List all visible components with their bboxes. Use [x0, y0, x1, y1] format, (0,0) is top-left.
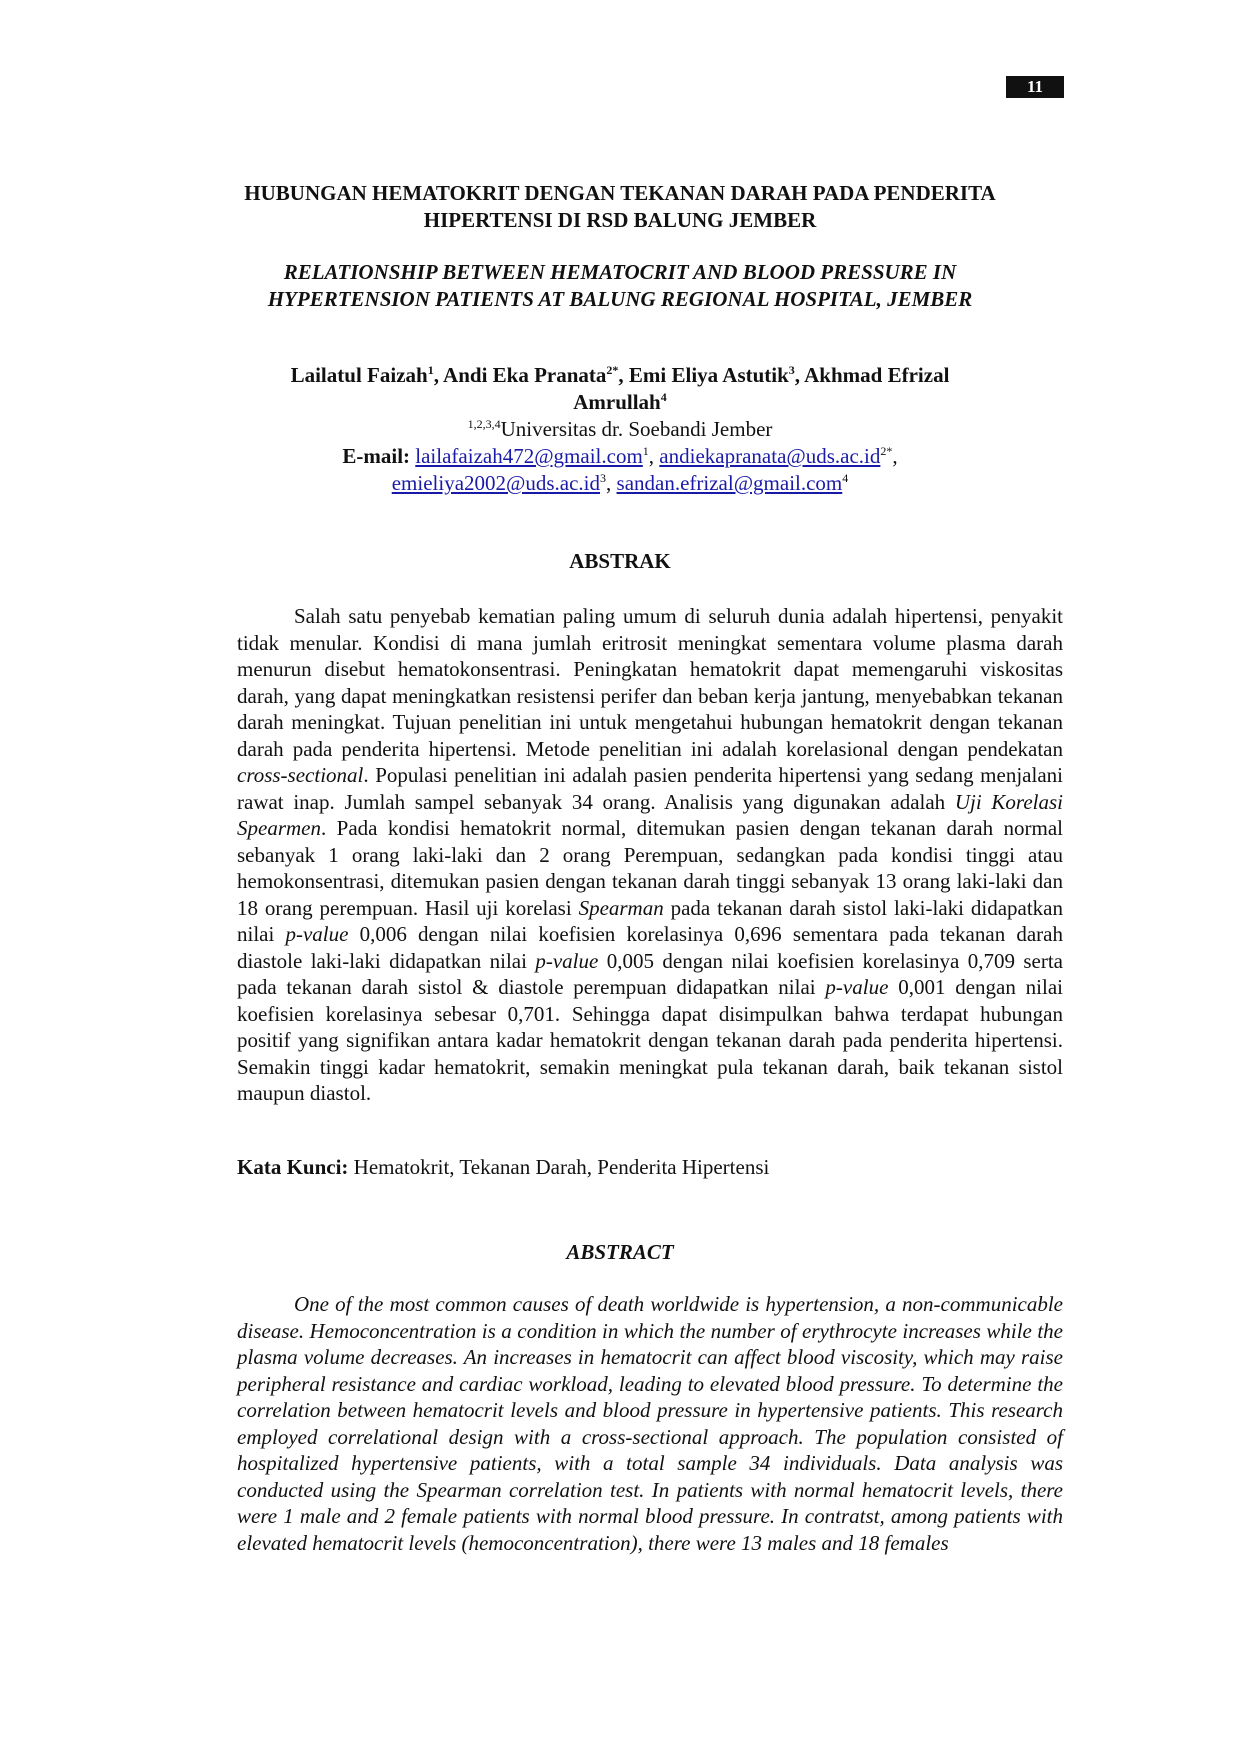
abstrak-italic-3: Spearman [578, 895, 664, 920]
author-4-first: Akhmad Efrizal [804, 363, 950, 387]
email-label: E-mail: [342, 444, 411, 468]
abstrak-paragraph [237, 603, 1063, 1107]
title-indonesian [0, 180, 1240, 234]
affiliation [0, 416, 1240, 443]
keywords [237, 1154, 769, 1181]
affiliation-text: Universitas dr. Soebandi Jember [500, 417, 773, 441]
affiliation-sup: 1,2,3,4 [467, 417, 501, 431]
keywords-text: Hematokrit, Tekanan Darah, Penderita Hipertensi [348, 1155, 770, 1179]
abstrak-italic-1: cross-sectional [237, 763, 364, 787]
abstrak-text-4: pada tekanan darah sistol laki-laki didapatkan nilai [237, 895, 1063, 946]
email-3-sup: 3 [600, 471, 607, 485]
email-link-2[interactable]: andiekapranata@uds.ac.id [659, 444, 881, 468]
abstrak-text-5: 0,006 dengan nilai koefisien korelasinya 0,696 sementara pada tekanan darah diastole laki-laki didapatkan nilai [237, 922, 1063, 973]
author-list: Lailatul Faizah$^1$, Andi Eka Pranata$^{2*}$, Emi Eliya Astutik$^3$, Akhmad Efrizal Amrullah$^4$ [290, 363, 950, 414]
abstrak-text-7: 0,001 dengan nilai koefisien korelasinya sebesar 0,701. Sehingga dapat disimpulkan bahwa terdapat hubungan positif yang signifikan antara kadar hematokrit dengan tekanan darah pada penderita hipertensi. Semakin tinggi kadar hematokrit, semakin meningkat pula tekanan darah, baik tekanan sistol maupun diastol. [237, 975, 1063, 1105]
author-1-sup: 1 [427, 363, 434, 377]
abstract-paragraph: One of the most common causes of death worldwide is hypertension, a non-communicable disease. Hemoconcentration is a condition in which the number of erythrocyte increases while the plasma volume decreases. An increases in hematocrit can affect blood viscosity, which may raise peripheral resistance and cardiac workload, leading to elevated blood pressure. To determine the correlation between hematocrit levels and blood pressure in hypertensive patients. This research employed correlational design with a cross-sectional approach. The population consisted of hospitalized hypertensive patients, with a total sample 34 individuals. Data analysis was conducted using the Spearman correlation test. In patients with normal hematocrit levels, there were 1 male and 2 female patients with normal blood pressure. In contratst, among patients with elevated hematocrit levels (hemoconcentration), there were 13 males and 18 females [237, 1292, 1063, 1555]
email-4-sup: 4 [842, 471, 849, 485]
author-4-sup: 4 [660, 390, 667, 404]
abstrak-italic-4: p-value [285, 922, 349, 946]
author-3-sup: 3 [788, 363, 795, 377]
page-number: 11 [1006, 76, 1064, 98]
abstrak-text-1: Salah satu penyebab kematian paling umum di seluruh dunia adalah hipertensi, penyakit tidak menular. Kondisi di mana jumlah eritrosit meningkat sementara volume plasma darah menurun disebut hematokonsentrasi. Peningkatan hematokrit dapat memengaruhi viskositas darah, yang dapat meningkatkan resistensi perifer dan beban kerja jantung, menyebabkan tekanan darah meningkat. Tujuan penelitian ini untuk mengetahui hubungan hematokrit dengan tekanan darah pada penderita hipertensi. Metode penelitian ini adalah korelasional dengan pendekatan [237, 604, 1063, 761]
author-4-last: Amrullah [573, 390, 661, 414]
title-en-line-1: RELATIONSHIP BETWEEN HEMATOCRIT AND BLOOD PRESSURE IN [283, 260, 957, 284]
email-link-1[interactable]: lailafaizah472@gmail.com [415, 444, 643, 468]
abstrak-italic-6: p-value [825, 975, 889, 999]
email-link-4[interactable]: sandan.efrizal@gmail.com [616, 471, 843, 495]
title-id-line-1: HUBUNGAN HEMATOKRIT DENGAN TEKANAN DARAH PADA PENDERITA [244, 181, 996, 205]
email-link-3[interactable]: emieliya2002@uds.ac.id [391, 471, 601, 495]
keywords-label: Kata Kunci: [237, 1155, 349, 1179]
title-en-line-2: HYPERTENSION PATIENTS AT BALUNG REGIONAL HOSPITAL, JEMBER [267, 287, 973, 311]
author-3: Emi Eliya Astutik [628, 363, 789, 387]
abstrak-italic-5: p-value [535, 948, 599, 973]
email-2-sup: 2* [880, 444, 893, 458]
email-1-sup: 1 [642, 444, 649, 458]
abstrak-heading: ABSTRAK [569, 549, 671, 573]
abstrak-text-6: 0,005 dengan nilai koefisien korelasinya 0,709 serta pada tekanan darah sistol & diastole perempuan didapatkan nilai [237, 948, 1063, 999]
abstrak-text-3: . Pada kondisi hematokrit normal, ditemukan pasien dengan tekanan darah normal sebanyak 1 orang laki-laki dan 2 orang Perempuan, sedangkan pada kondisi tinggi atau hemokonsentrasi, ditemukan pasien dengan tekanan darah tinggi sebanyak 13 orang laki-laki dan 18 orang perempuan. Hasil uji korelasi [237, 816, 1063, 920]
abstrak-italic-2: Uji Korelasi Spearmen [237, 789, 1063, 840]
author-2: Andi Eka Pranata [443, 363, 607, 387]
author-1: Lailatul Faizah [290, 363, 428, 387]
author-2-sup: 2* [606, 363, 619, 377]
abstract-heading: ABSTRACT [566, 1240, 674, 1264]
title-id-line-2: HIPERTENSI DI RSD BALUNG JEMBER [423, 208, 817, 232]
abstrak-text-2: . Populasi penelitian ini adalah pasien penderita hipertensi yang sedang menjalani rawat inap. Jumlah sampel sebanyak 34 orang. Analisis yang digunakan adalah [237, 763, 1063, 814]
email-block: E-mail: lailafaizah472@gmail.com$^1$, $andiekapranata@uds.ac.id^{2*}$, $emieliya2002@uds.ac.id^3$, sandan.efrizal@gmail.com$^4$ [342, 444, 898, 495]
title-english [0, 259, 1240, 313]
